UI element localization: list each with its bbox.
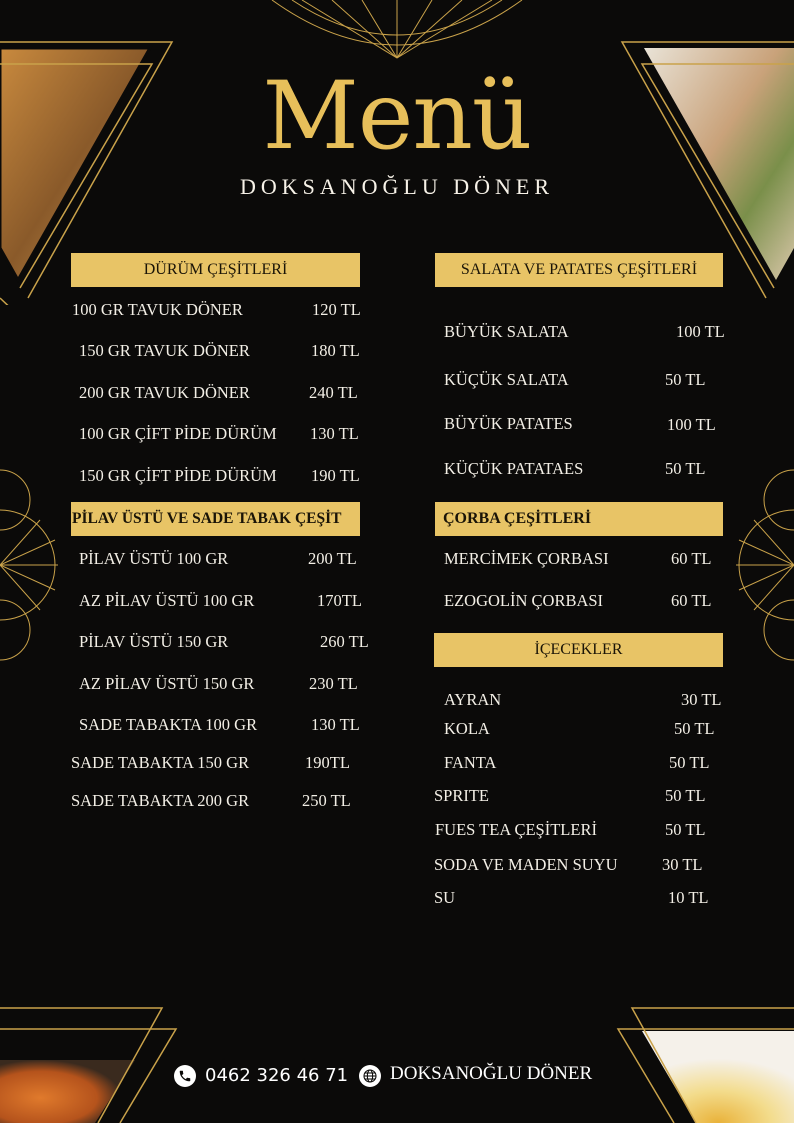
section-heading-icecekler: İÇECEKLER [434,633,723,667]
restaurant-name: DOKSANOĞLU DÖNER [239,174,555,199]
menu-item-price: 50 TL [665,459,706,478]
section-heading-pilav: PİLAV ÜSTÜ VE SADE TABAK ÇEŞİT [71,502,360,536]
menu-item-price: 10 TL [668,888,709,907]
menu-item-price: 50 TL [669,753,710,772]
bottom-left-soup-photo [0,1005,180,1123]
menu-item-name: PİLAV ÜSTÜ 150 GR [79,632,229,651]
menu-item-name: MERCİMEK ÇORBASI [444,549,609,568]
menu-item-name: SADE TABAKTA 150 GR [71,753,250,772]
menu-item-price: 190TL [305,753,350,772]
menu-item-name: 100 GR TAVUK DÖNER [72,300,243,319]
menu-item-name: SADE TABAKTA 200 GR [71,791,250,810]
menu-item-price: 120 TL [312,300,361,319]
menu-item-name: 150 GR ÇİFT PİDE DÜRÜM [79,466,277,485]
menu-item-name: SADE TABAKTA 100 GR [79,715,258,734]
menu-title: Menü [262,62,532,171]
menu-item-name: FUES TEA ÇEŞİTLERİ [435,820,597,839]
menu-item-name: EZOGOLİN ÇORBASI [444,591,604,610]
menu-item-price: 60 TL [671,549,712,568]
section-heading-durum: DÜRÜM ÇEŞİTLERİ [71,253,360,287]
menu-item-price: 30 TL [662,855,703,874]
menu-item-name: 200 GR TAVUK DÖNER [79,383,250,402]
menu-item-price: 130 TL [310,424,359,443]
phone-icon [174,1065,196,1087]
menu-item-price: 170TL [317,591,362,610]
menu-item-price: 130 TL [311,715,360,734]
menu-item-price: 230 TL [309,674,358,693]
menu-item-price: 100 TL [667,415,716,434]
menu-item-name: SU [434,888,456,907]
menu-item-price: 200 TL [308,549,357,568]
section-heading-corba: ÇORBA ÇEŞİTLERİ [435,502,723,536]
menu-item-name: PİLAV ÜSTÜ 100 GR [79,549,229,568]
menu-item-name: KOLA [444,719,490,738]
menu-item-name: AYRAN [444,690,502,709]
menu-item-price: 30 TL [681,690,722,709]
menu-item-price: 100 TL [676,322,725,341]
top-sunburst-ornament [262,0,532,62]
menu-item-name: AZ PİLAV ÜSTÜ 100 GR [79,591,255,610]
menu-item-price: 240 TL [309,383,358,402]
menu-item-name: BÜYÜK PATATES [444,414,573,433]
website-brand-link[interactable]: DOKSANOĞLU DÖNER [390,1063,593,1084]
menu-item-price: 190 TL [311,466,360,485]
menu-item-name: 150 GR TAVUK DÖNER [79,341,250,360]
menu-item-price: 180 TL [311,341,360,360]
right-side-ornament [734,440,794,690]
phone-number[interactable]: 0462 326 46 71 [205,1065,349,1086]
menu-item-name: FANTA [444,753,497,772]
menu-item-name: KÜÇÜK PATATAES [444,459,584,478]
menu-item-price: 250 TL [302,791,351,810]
menu-item-name: 100 GR ÇİFT PİDE DÜRÜM [79,424,277,443]
left-side-ornament [0,440,60,690]
menu-item-price: 50 TL [674,719,715,738]
menu-item-price: 50 TL [665,786,706,805]
menu-item-price: 50 TL [665,370,706,389]
menu-item-name: SODA VE MADEN SUYU [434,855,618,874]
menu-item-name: KÜÇÜK SALATA [444,370,569,389]
menu-item-price: 260 TL [320,632,369,651]
bottom-right-soup-photo [614,1005,794,1123]
menu-item-name: AZ PİLAV ÜSTÜ 150 GR [79,674,255,693]
menu-item-price: 60 TL [671,591,712,610]
menu-item-price: 50 TL [665,820,706,839]
globe-icon [359,1065,381,1087]
menu-item-name: SPRITE [434,786,490,805]
menu-item-name: BÜYÜK SALATA [444,322,569,341]
section-heading-salata: SALATA VE PATATES ÇEŞİTLERİ [435,253,723,287]
